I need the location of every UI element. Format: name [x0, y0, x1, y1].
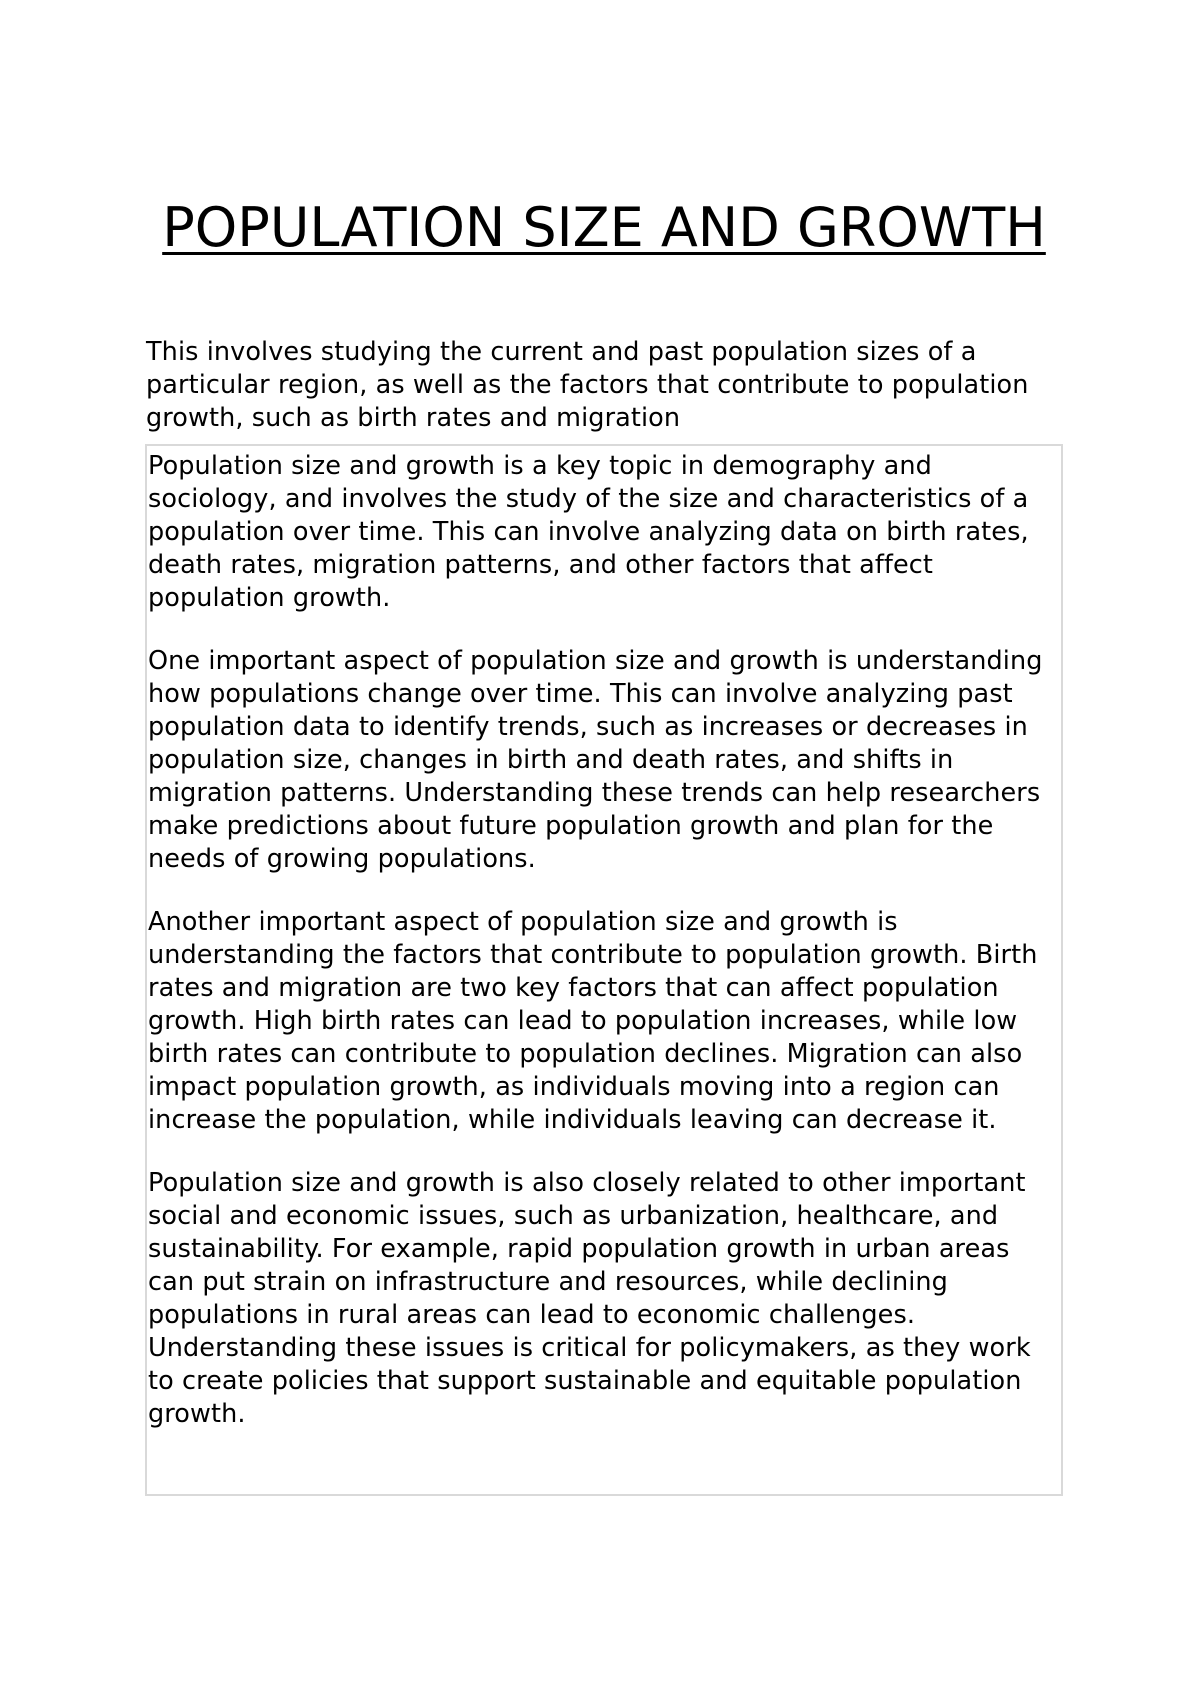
body-paragraph-1: Population size and growth is a key topic in demography and sociology, and involves the study of the size and characteristics of a population over time. This can involve analyzing data on birth rates, death rates, migration patterns, and other factors that affect population growth. [148, 451, 1029, 613]
body-paragraph-2: One important aspect of population size and growth is understanding how populations change over time. This can involve analyzing past population data to identify trends, such as increases or decreases in population size, changes in birth and death rates, and shifts in migration patterns. Understanding these trends can help researchers make predictions about future population growth and plan for the needs of growing populations. [148, 646, 1043, 874]
document-title: POPULATION SIZE AND GROWTH [162, 196, 1046, 259]
body-text-box [145, 444, 1063, 1496]
intro-paragraph: This involves studying the current and past population sizes of a particular region, as well as the factors that contribute to population growth, such as birth rates and migration [146, 337, 1029, 433]
body-paragraph-3: Another important aspect of population size and growth is understanding the factors that contribute to population growth. Birth rates and migration are two key factors that can affect population growth. High birth rates can lead to population increases, while low birth rates can contribute to population declines. Migration can also impact population growth, as individuals moving into a region can increase the population, while individuals leaving can decrease it. [148, 907, 1038, 1135]
body-paragraph-4: Population size and growth is also closely related to other important social and economic issues, such as urbanization, healthcare, and sustainability. For example, rapid population growth in urban areas can put strain on infrastructure and resources, while declining populations in rural areas can lead to economic challenges. Understanding these issues is critical for policymakers, as they work to create policies that support sustainable and equitable population growth. [148, 1168, 1031, 1429]
